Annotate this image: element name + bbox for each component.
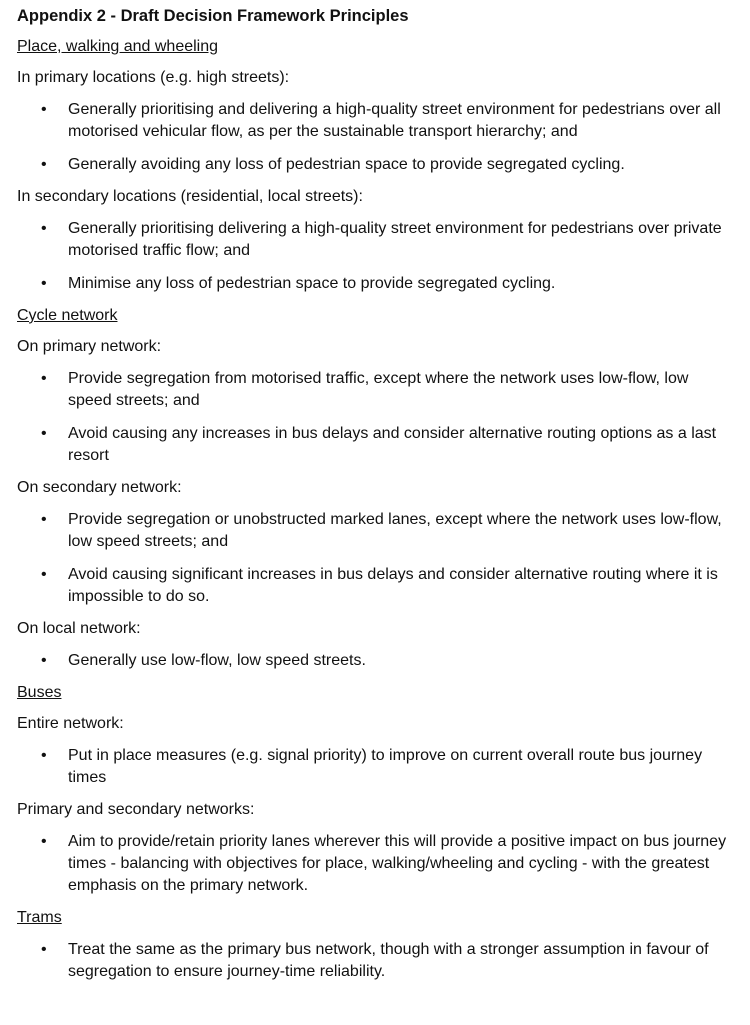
bullet-item: • Minimise any loss of pedestrian space to provide segregated cycling. xyxy=(17,273,734,295)
group-label: Entire network: xyxy=(17,715,124,732)
group-label: On secondary network: xyxy=(17,479,182,496)
bullet-list xyxy=(17,650,734,672)
section-buses xyxy=(17,683,734,897)
bullet-item: • Generally prioritising delivering a high-quality street environment for pedestrians over private motorised traffic flow; and xyxy=(17,218,734,262)
bullet-item: • Avoid causing significant increases in bus delays and consider alternative routing where it is impossible to do so. xyxy=(17,564,734,608)
section-heading: Buses xyxy=(17,684,62,701)
bullet-item: • Generally avoiding any loss of pedestrian space to provide segregated cycling. xyxy=(17,154,734,176)
bullet-item: • Generally use low-flow, low speed streets. xyxy=(17,650,734,672)
section-heading: Place, walking and wheeling xyxy=(17,38,219,55)
section-cycle-network xyxy=(17,306,734,672)
bullet-item: • Aim to provide/retain priority lanes wherever this will provide a positive impact on bus journey times - balancing with objectives for place, walking/wheeling and cycling - with the greatest emphasis on the primary network. xyxy=(17,831,734,897)
page-title: Appendix 2 - Draft Decision Framework Principles xyxy=(17,7,409,25)
bullet-list xyxy=(17,745,734,789)
section-trams xyxy=(17,908,734,983)
section-heading: Trams xyxy=(17,909,62,926)
bullet-list xyxy=(17,99,734,176)
section-heading: Cycle network xyxy=(17,307,118,324)
bullet-item: • Put in place measures (e.g. signal priority) to improve on current overall route bus journey times xyxy=(17,745,734,789)
bullet-item: • Generally prioritising and delivering a high-quality street environment for pedestrians over all motorised vehicular flow, as per the sustainable transport hierarchy; and xyxy=(17,99,734,143)
group-label: In secondary locations (residential, local streets): xyxy=(17,188,363,205)
bullet-list xyxy=(17,368,734,467)
bullet-list xyxy=(17,218,734,295)
bullet-list xyxy=(17,831,734,897)
bullet-list xyxy=(17,509,734,608)
group-label: On local network: xyxy=(17,620,141,637)
bullet-item: • Avoid causing any increases in bus delays and consider alternative routing options as a last resort xyxy=(17,423,734,467)
group-label: In primary locations (e.g. high streets): xyxy=(17,69,290,86)
bullet-item: • Treat the same as the primary bus network, though with a stronger assumption in favour of segregation to ensure journey-time reliability. xyxy=(17,939,734,983)
section-place-walking-wheeling xyxy=(17,37,734,295)
group-label: On primary network: xyxy=(17,338,162,355)
bullet-list xyxy=(17,939,734,983)
bullet-item: • Provide segregation from motorised traffic, except where the network uses low-flow, low speed streets; and xyxy=(17,368,734,412)
group-label: Primary and secondary networks: xyxy=(17,801,255,818)
bullet-item: • Provide segregation or unobstructed marked lanes, except where the network uses low-flow, low speed streets; and xyxy=(17,509,734,553)
